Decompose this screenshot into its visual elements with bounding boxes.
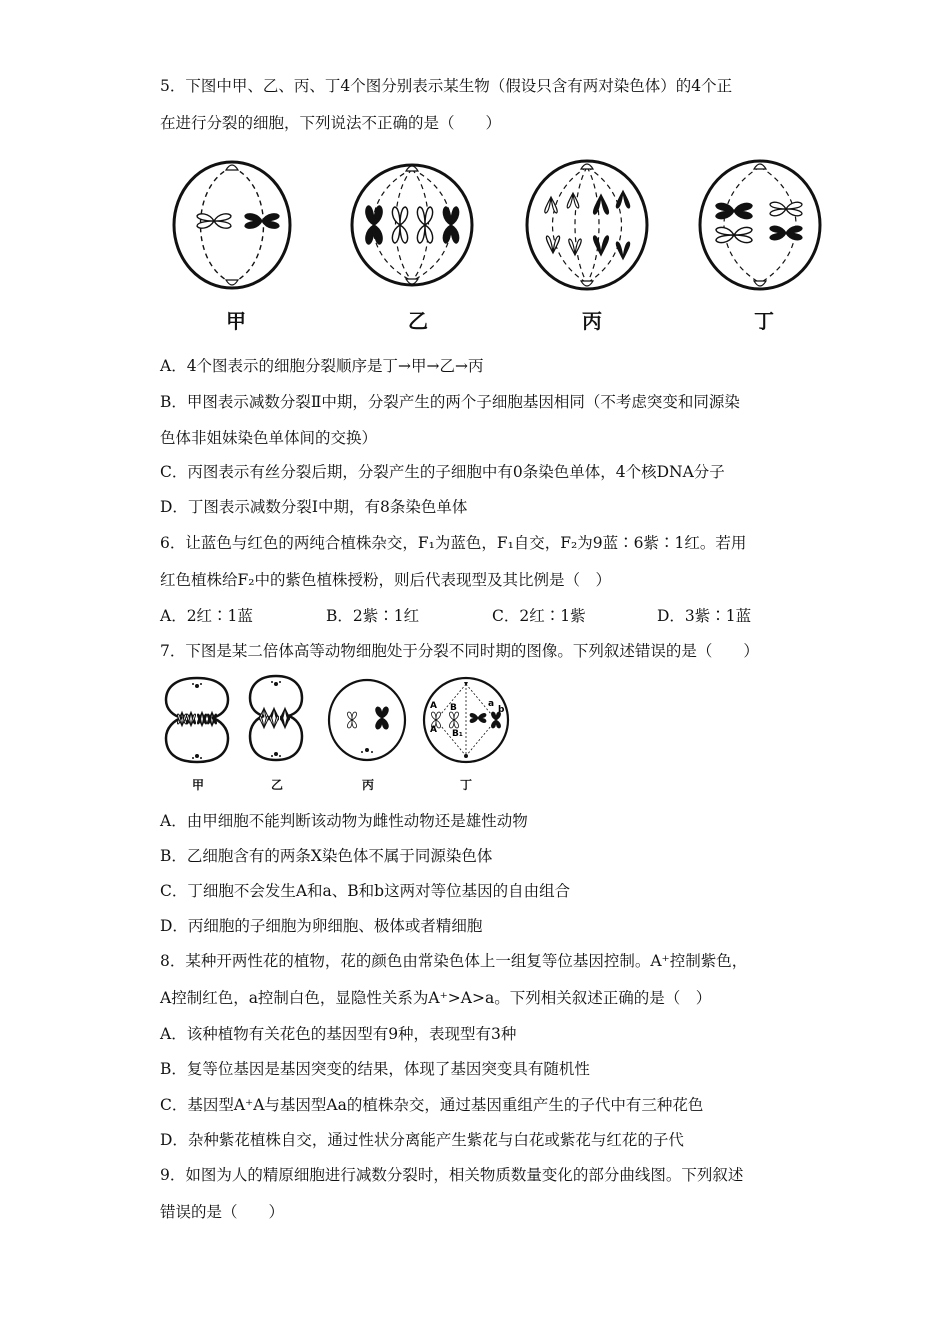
q7-cell-ding [424,678,508,762]
q9-stem-line2: 错误的是（ ） [160,1203,285,1221]
cell-jia [174,162,290,288]
q7-cell-jia [166,678,228,762]
cell-yi [352,165,472,285]
q5-stem-line2: 在进行分裂的细胞，下列说法不正确的是（ ） [160,114,502,132]
q6-stem-line1: 6．让蓝色与红色的两纯合植株杂交，F₁为蓝色，F₁自交，F₂为9蓝∶6紫∶1红。若用 [160,534,747,552]
q9-stem-line1: 9．如图为人的精原细胞进行减数分裂时，相关物质数量变化的部分曲线图。下列叙述 [160,1166,744,1184]
q8-stem-line1: 8．某种开两性花的植物，花的颜色由常染色体上一组复等位基因控制。A⁺控制紫色， [160,952,748,970]
q7-option-a: A．由甲细胞不能判断该动物为雌性动物还是雄性动物 [160,812,528,830]
q5-fig-label-bing: 丙 [582,309,602,333]
q5-option-a: A．4个图表示的细胞分裂顺序是丁→甲→乙→丙 [160,357,484,375]
gene-label-b: b [498,705,505,715]
q5-option-b-line1: B．甲图表示减数分裂Ⅱ中期，分裂产生的两个子细胞基因相同（不考虑突变和同源染 [160,393,740,411]
q8-option-c: C．基因型A⁺A与基因型Aa的植株杂交，通过基因重组产生的子代中有三种花色 [160,1096,704,1114]
q7-fig-label-jia: 甲 [191,778,204,792]
q8-stem-line2: A控制红色，a控制白色，显隐性关系为A⁺>A>a。下列相关叙述正确的是（ ） [160,989,712,1007]
q7-option-c: C．丁细胞不会发生A和a、B和b这两对等位基因的自由组合 [160,882,571,900]
q6-option-d: D．3紫∶1蓝 [657,607,752,625]
gene-label-A2: A [430,725,437,735]
q7-figure [160,672,520,770]
q7-cell-bing [329,680,405,760]
q7-fig-label-ding: 丁 [459,778,472,792]
q5-option-c: C．丙图表示有丝分裂后期，分裂产生的子细胞中有0条染色单体，4个核DNA分子 [160,463,725,481]
q5-option-d: D．丁图表示减数分裂Ⅰ中期，有8条染色单体 [160,498,468,516]
q7-fig-label-yi: 乙 [270,778,283,792]
q7-option-b: B．乙细胞含有的两条X染色体不属于同源染色体 [160,847,493,865]
q5-fig-label-jia: 甲 [226,309,246,333]
q6-option-a: A．2红∶1蓝 [160,607,253,625]
q6-stem-line2: 红色植株给F₂中的紫色植株授粉，则后代表现型及其比例是（ ） [160,571,611,589]
q5-stem-line1: 5．下图中甲、乙、丙、丁4个图分别表示某生物（假设只含有两对染色体）的4个正 [160,77,733,95]
q7-cell-yi [250,676,302,760]
q5-option-b-line2: 色体非姐妹染色单体间的交换） [160,429,378,447]
q7-stem: 7．下图是某二倍体高等动物细胞处于分裂不同时期的图像。下列叙述错误的是（ ） [160,642,759,660]
gene-label-A: A [430,701,437,711]
q5-fig-label-ding: 丁 [754,309,774,333]
q7-fig-label-bing: 丙 [361,778,374,792]
cell-ding [700,161,820,289]
gene-label-a: a [488,699,495,709]
gene-label-B: B [450,703,457,713]
q5-figure [170,155,830,295]
q5-fig-label-yi: 乙 [408,309,428,333]
q6-option-c: C．2红∶1紫 [492,607,586,625]
q7-option-d: D．丙细胞的子细胞为卵细胞、极体或者精细胞 [160,917,483,935]
q8-option-d: D．杂种紫花植株自交，通过性状分离能产生紫花与白花或紫花与红花的子代 [160,1131,684,1149]
cell-bing [527,161,647,289]
gene-label-B1: B₁ [452,729,463,739]
q8-option-b: B．复等位基因是基因突变的结果，体现了基因突变具有随机性 [160,1060,590,1078]
q6-option-b: B．2紫∶1红 [326,607,420,625]
q8-option-a: A．该种植物有关花色的基因型有9种，表现型有3种 [160,1025,517,1043]
